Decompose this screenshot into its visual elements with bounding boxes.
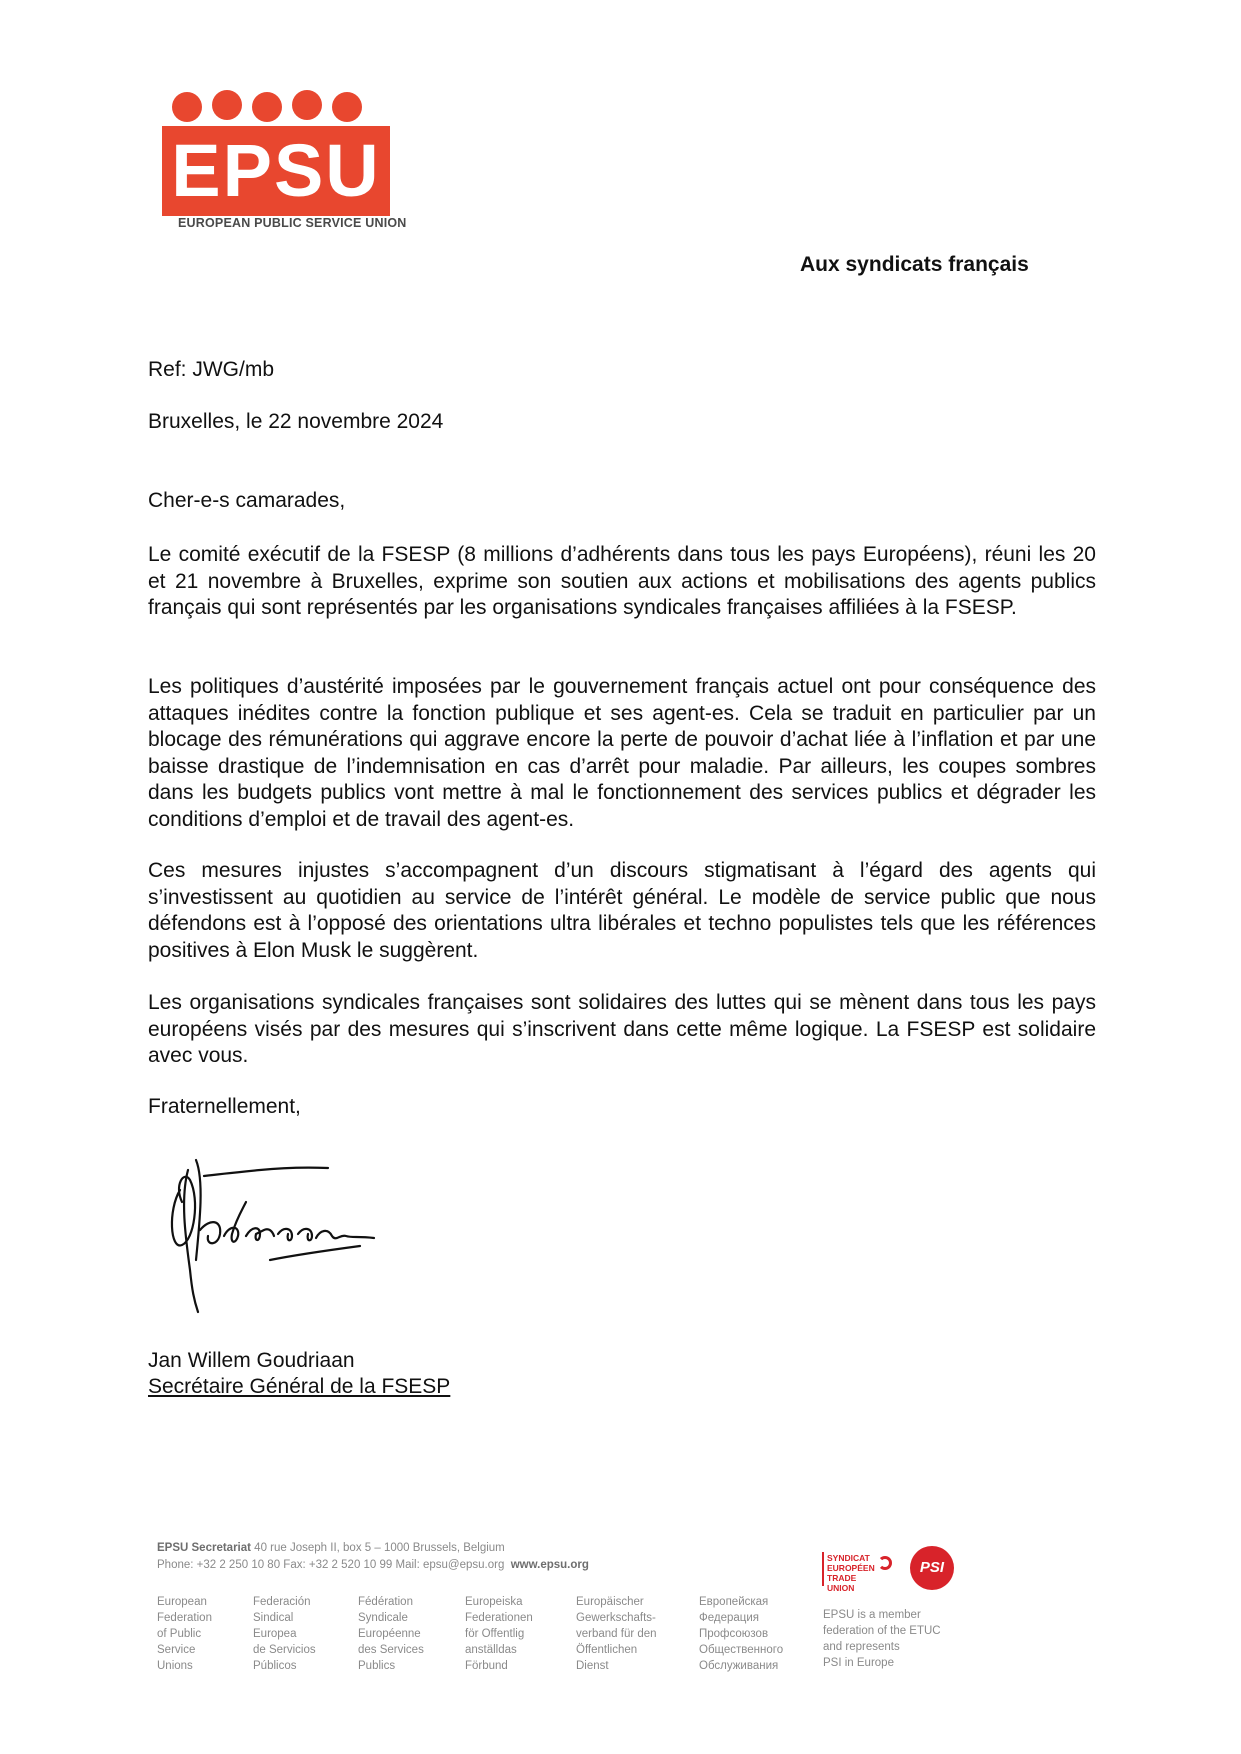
footer-name-swedish: Europeiska Federationen för Offentlig anställdas Förbund bbox=[465, 1596, 533, 1672]
footer-secretariat-label: EPSU Secretariat bbox=[157, 1542, 251, 1554]
footer-name-french: Fédération Syndicale Européenne des Services Publics bbox=[358, 1596, 424, 1672]
logo-dot bbox=[212, 90, 242, 120]
closing: Fraternellement, bbox=[148, 1095, 301, 1118]
signatory-name: Jan Willem Goudriaan bbox=[148, 1349, 355, 1372]
footer-name-german: Europäischer Gewerkschafts- verband für den Öffentlichen Dienst bbox=[576, 1596, 657, 1672]
reference: Ref: JWG/mb bbox=[148, 358, 275, 381]
paragraph: Les politiques d’austérité imposées par le gouvernement français actuel ont pour conséquence des attaques inédites contre la fonction publique et ses agent-es. Cela se traduit en particulier par un blocage des rémunérations qui aggrave encore la perte de pouvoir d’achat liée à l’inflation et par une baisse drastique de l’indemnisation en cas d’arrêt pour maladie. Par ailleurs, les coupes sombres dans les budgets publics vont mettre à mal le fonctionnement des services publics et dégrader les conditions d’emploi et de travail des agent-es. bbox=[148, 675, 1096, 831]
paragraph: Ces mesures injustes s’accompagnent d’un discours stigmatisant à l’égard des agents qui s’investissent au quotidien au service de l’intérêt général. Le modèle de service public que nous défendons est à l’opposé des orientations ultra libérales et techno populistes tels que les références positives à Elon Musk le suggèrent. bbox=[148, 859, 1096, 962]
signatory-title: Secrétaire Général de la FSESP bbox=[148, 1375, 451, 1398]
logo-subtitle: EUROPEAN PUBLIC SERVICE UNION bbox=[178, 216, 407, 230]
handwritten-signature bbox=[160, 1150, 390, 1320]
footer-name-english: European Federation of Public Service Unions bbox=[157, 1596, 212, 1672]
logo-dot bbox=[332, 92, 362, 122]
footer-website[interactable]: www.epsu.org bbox=[510, 1559, 589, 1571]
footer-name-russian: Европейская Федерация Профсоюзов Общественного Обслуживания bbox=[699, 1596, 784, 1672]
logo-text: EPSU bbox=[171, 129, 381, 212]
logo-dot bbox=[292, 90, 322, 120]
footer-member-note: EPSU is a member federation of the ETUC and represents PSI in Europe bbox=[823, 1609, 941, 1669]
footer-address: 40 rue Joseph II, box 5 – 1000 Brussels, Belgium bbox=[254, 1542, 505, 1554]
logo-box bbox=[162, 126, 390, 216]
logo-dot bbox=[172, 92, 202, 122]
footer-contact: Phone: +32 2 250 10 80 Fax: +32 2 520 10 99 Mail: epsu@epsu.org bbox=[157, 1559, 505, 1571]
date-line: Bruxelles, le 22 novembre 2024 bbox=[148, 410, 444, 433]
footer-address-line bbox=[157, 1540, 505, 1556]
paragraph: Les organisations syndicales françaises sont solidaires des luttes qui se mènent dans tous les pays européens visés par des mesures qui s’inscrivent dans cette même logique. La FSESP est solidaire avec vous. bbox=[148, 991, 1096, 1067]
psi-logo: PSI bbox=[910, 1546, 954, 1590]
recipient: Aux syndicats français bbox=[800, 253, 1029, 276]
paragraph: Le comité exécutif de la FSESP (8 millions d’adhérents dans tous les pays Européens), réuni les 20 et 21 novembre à Bruxelles, exprime son soutien aux actions et mobilisations des agents publics français qui sont représentés par les organisations syndicales françaises affiliées à la FSESP. bbox=[148, 543, 1096, 619]
etuc-logo bbox=[822, 1552, 894, 1593]
logo-dot bbox=[252, 92, 282, 122]
footer-contact-line bbox=[157, 1557, 589, 1573]
footer-name-spanish: Federación Sindical Europea de Servicios Públicos bbox=[253, 1596, 316, 1672]
etuc-logo-text: SYNDICAT EUROPÉEN TRADE UNION bbox=[827, 1553, 875, 1593]
salutation: Cher-e-s camarades, bbox=[148, 489, 346, 512]
epsu-logo bbox=[160, 86, 407, 234]
